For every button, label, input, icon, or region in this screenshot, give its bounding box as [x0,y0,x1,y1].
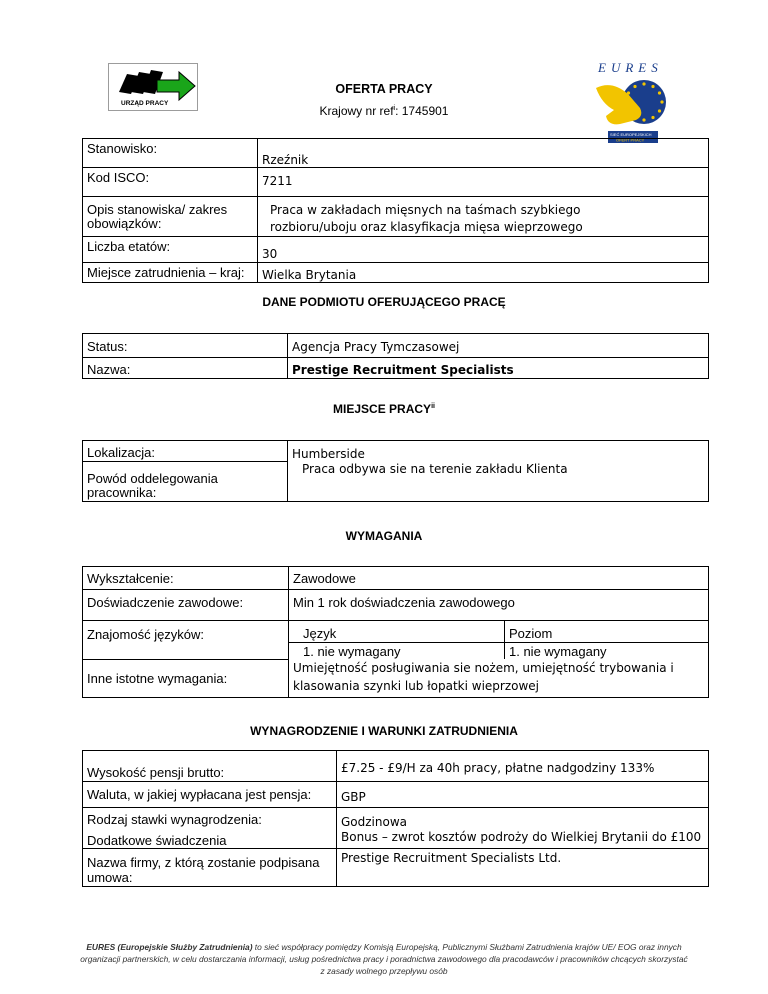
name-value: Prestige Recruitment Specialists [288,358,709,379]
benefits-value: Bonus – zwrot kosztów podroży do Wielkiej Brytanii do £100 [337,830,709,849]
experience-value: Min 1 rok doświadczenia zawodowego [289,590,709,621]
other-requirements-label: Inne istotne wymagania: [83,659,289,697]
svg-text:OFERT PRACY: OFERT PRACY [616,137,645,143]
gross-salary-value: £7.25 - £9/H za 40h pracy, płatne nadgodziny 133% [337,751,709,782]
contract-company-label: Nazwa firmy, z którą zostanie podpisana umowa: [83,848,337,886]
svg-text:URZĄD PRACY: URZĄD PRACY [121,100,169,107]
page-title: OFERTA PRACY [335,82,433,96]
status-label: Status: [83,334,288,358]
svg-text:EURES: EURES [598,60,663,75]
location-value: Humberside [288,441,709,462]
language-value: 1. nie wymagany [289,643,505,660]
reason-label: Powód oddelegowania pracownika: [83,462,288,502]
workplace-heading: MIEJSCE PRACY$^{ii}$ [333,402,435,416]
footer-note: EURES (Europejskie Służby Zatrudnienia) to sieć współpracy pomiędzy Komisją Europejską, Publicznymi Służbami Zatrudnienia krajów UE/ EOG oraz innych organizacji partnerskich, w celu dostarczania informacji, usług pośrednictwa pracy i poradnictwa zawodowego dla pracodawców i pracowników chcących skorzystać z zasady wolnego przepływu osób [80,942,688,976]
location-label: Lokalizacja: [83,441,288,462]
reference-number: Krajowy nr ref$^i$: 1745901 [319,104,449,118]
isco-label: Kod ISCO: [83,168,258,197]
level-column-header: Poziom [505,621,709,643]
isco-value: 7211 [258,168,709,197]
job-table [82,138,709,283]
position-value: Rzeźnik [258,139,709,168]
requirements-heading: WYMAGANIA [345,529,423,543]
rate-type-label: Rodzaj stawki wynagrodzenia: [83,808,337,830]
salary-table [82,750,709,887]
name-label: Nazwa: [83,358,288,379]
language-column-header: Język [289,621,505,643]
count-value: 30 [258,237,709,263]
count-label: Liczba etatów: [83,237,258,263]
currency-value: GBP [337,782,709,808]
svg-text:SIEĆ EUROPEJSKICH: SIEĆ EUROPEJSKICH [610,132,652,137]
eures-logo [582,58,682,144]
gross-salary-label: Wysokość pensji brutto: [83,751,337,782]
education-label: Wykształcenie: [83,567,289,590]
employer-heading: DANE PODMIOTU OFERUJĄCEGO PRACĘ [262,295,506,309]
employer-table [82,333,709,379]
experience-label: Doświadczenie zawodowe: [83,590,289,621]
benefits-label: Dodatkowe świadczenia [83,830,337,849]
workplace-table [82,440,709,502]
currency-label: Waluta, w jakiej wypłacana jest pensja: [83,782,337,808]
country-value: Wielka Brytania [258,263,709,283]
languages-label: Znajomość języków: [83,621,289,660]
level-value: 1. nie wymagany [505,643,709,660]
status-value: Agencja Pracy Tymczasowej [288,334,709,358]
requirements-table [82,566,709,698]
description-label: Opis stanowiska/ zakres obowiązków: [83,197,258,237]
contract-company-value: Prestige Recruitment Specialists Ltd. [337,848,709,886]
other-requirements-value: Umiejętność posługiwania sie nożem, umiejętność trybowania i klasowania szynki lub łopatki wieprzowej [289,659,709,697]
country-label: Miejsce zatrudnienia – kraj: [83,263,258,283]
salary-heading: WYNAGRODZENIE I WARUNKI ZATRUDNIENIA [250,724,518,738]
position-label: Stanowisko: [83,139,258,168]
reason-value: Praca odbywa sie na terenie zakładu Klienta [288,462,709,502]
education-value: Zawodowe [289,567,709,590]
description-value: Praca w zakładach mięsnych na taśmach szybkiego rozbioru/uboju oraz klasyfikacja mięsa wieprzowego [258,197,709,237]
rate-type-value: Godzinowa [337,808,709,830]
